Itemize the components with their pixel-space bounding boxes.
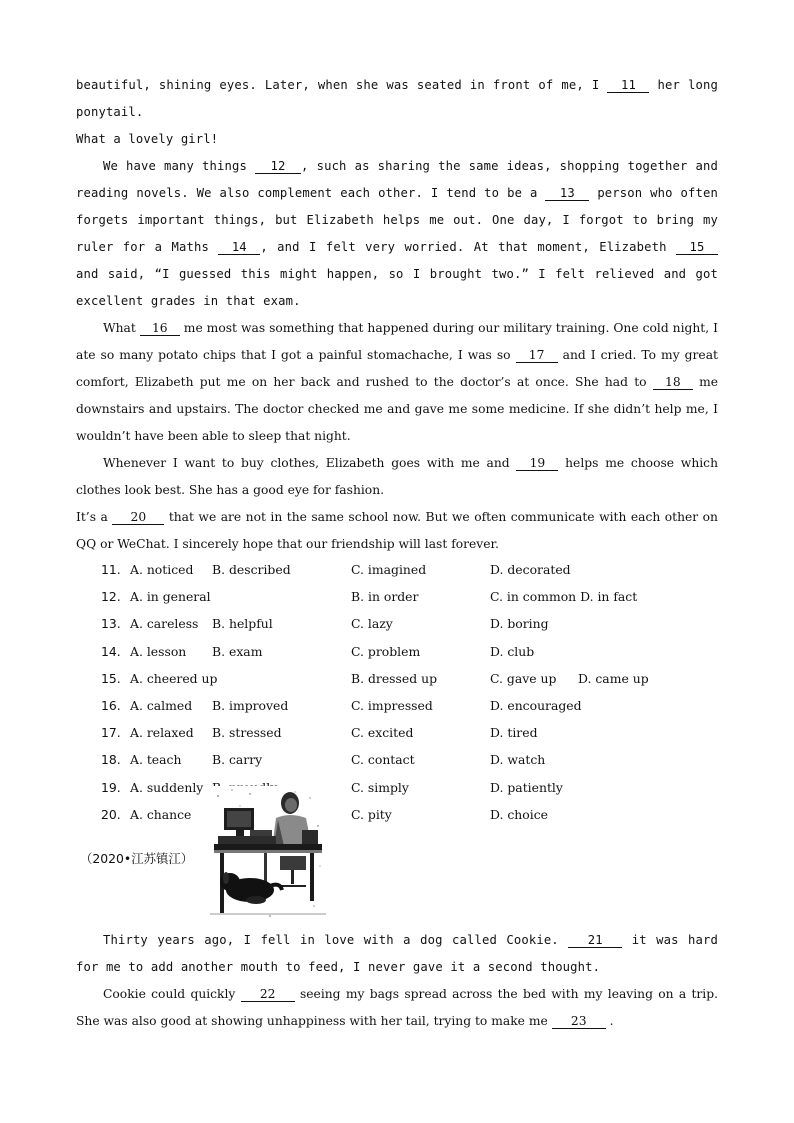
option-row-12: 12. A. in general B. in order C. in common D. in fact [101,589,638,605]
blank-15: 15 [676,240,718,255]
paragraph-7: Cookie could quickly 22 seeing my bags spread across the bed with my leaving on a trip. She was also good at showing unhappiness with her tail, trying to make me 23 . [76,987,718,1028]
paragraph-1: beautiful, shining eyes. Later, when she was seated in front of me, I 11 her long ponytail. What a lovely girl! [76,78,718,146]
passage-one [76,72,718,831]
blank-20: 20 [112,510,164,525]
paragraph-5: It’s a 20 that we are not in the same school now. But we often communicate with each other on QQ or WeChat. I sincerely hope that our friendship will last forever. [76,510,718,551]
paragraph-4: Whenever I want to buy clothes, Elizabeth goes with me and 19 helps me choose which clothes look best. She has a good eye for fashion. [76,456,718,497]
paragraph-6: Thirty years ago, I fell in love with a dog called Cookie. 21 it was hard for me to add another mouth to feed, I never gave it a second thought. [76,933,718,974]
blank-12: 12 [255,159,301,174]
option-row-19: 19. A. suddenly C. simply D. patiently [101,779,563,795]
blank-19: 19 [516,456,558,471]
blank-18: 18 [653,375,693,390]
blank-16: 16 [140,321,180,336]
man-with-dog-photo [210,786,326,922]
paragraph-3: What 16 me most was something that happened during our military training. One cold night, I ate so many potato chips that I got a painful stomachache, I was so 17 and I cried. To my great comfort, Elizabeth put me on her back and rushed to the doctor’s at once. She had to 18 me downstairs and upstairs. The doctor checked me and gave me some medicine. If she didn’t help me, I wouldn’t have been able to sleep that night. [76,321,719,443]
blank-21: 21 [568,933,622,948]
option-row-20: 20. A. chance C. pity D. choice [101,806,548,822]
option-row-18: 18. A. teach B. carry C. contact D. watch [101,752,546,768]
option-row-17: 17. A. relaxed B. stressed C. excited D. tired [101,725,538,741]
option-row-14: 14. A. lesson B. exam C. problem D. club [101,643,535,659]
option-row-11: 11. A. noticed B. described C. imagined D. decorated [101,562,571,577]
option-row-15: 15. A. cheered up B. dressed up C. gave up D. came up [101,670,649,686]
blank-23: 23 [552,1014,606,1029]
blank-13: 13 [545,186,589,201]
source-label: （2020•江苏镇江） [80,851,194,866]
blank-14: 14 [218,240,260,255]
source-block [76,786,396,922]
option-row-13: 13. A. careless B. helpful C. lazy D. boring [101,616,549,632]
blank-11: 11 [607,78,649,93]
paragraph-2: We have many things 12 , such as sharing the same ideas, shopping together and reading novels. We also complement each other. I tend to be a 13 person who often forgets important things, but Elizabeth helps me out. One day, I forgot to bring my ruler for a Maths 14 , and I felt very worried. At that moment, Elizabeth 15 and said, “I guessed this might happen, so I brought two.” I felt relieved and got excellent grades in that exam. [76,159,718,308]
blank-17: 17 [516,348,558,363]
passage-two [76,927,718,1035]
option-row-16: 16. A. calmed B. improved C. impressed D. encouraged [101,697,582,713]
blank-22: 22 [241,987,295,1002]
